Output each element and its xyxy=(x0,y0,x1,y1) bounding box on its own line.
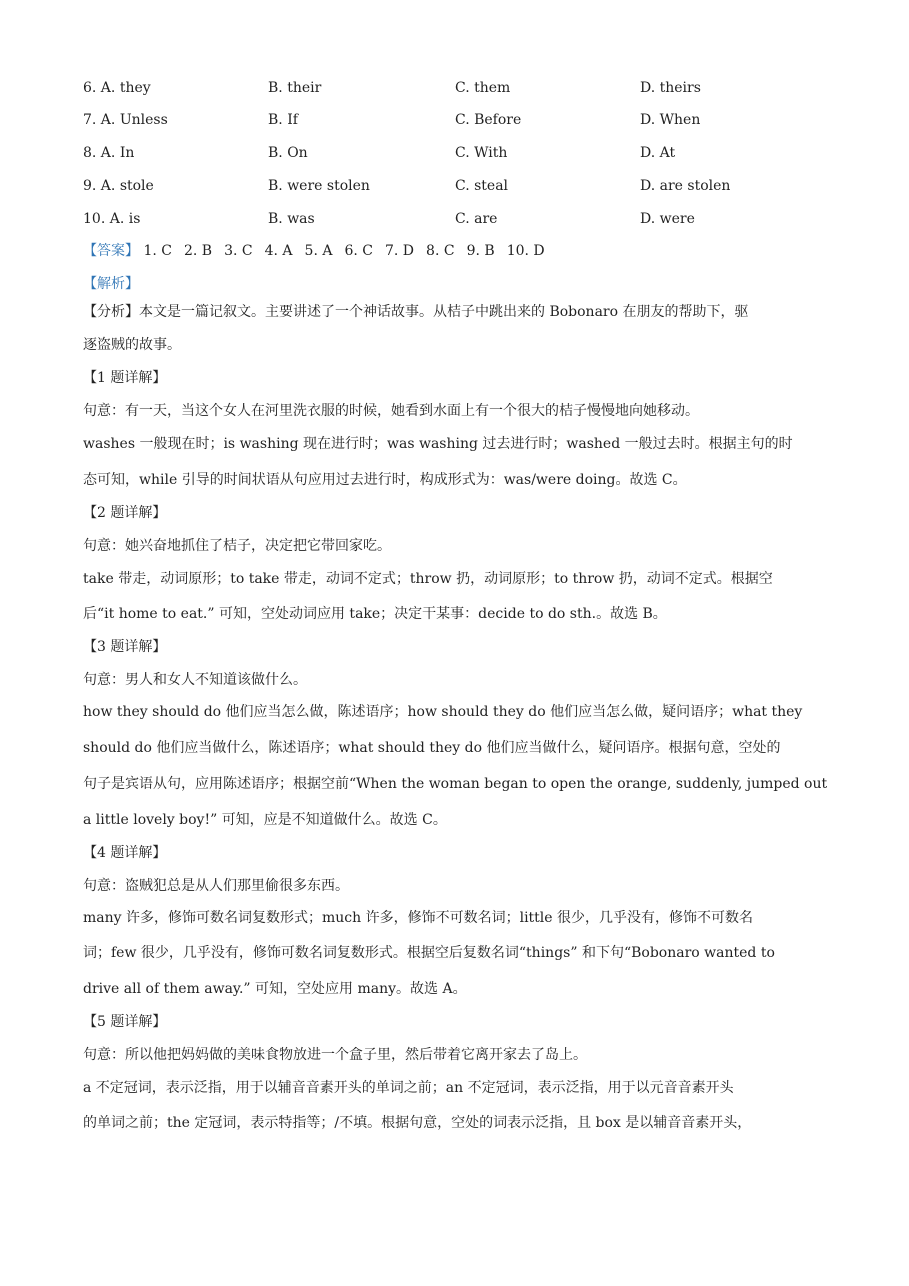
option-a: 10. A. is xyxy=(83,211,141,227)
answer-item: 3. C xyxy=(224,243,253,259)
text-line: 后“it home to eat.” 可知，空处动词应用 take；决定干某事：decide to do sth.。故选 B。 xyxy=(83,606,667,622)
section-heading: 【4 题详解】 xyxy=(83,845,167,861)
text-line: 句意：男人和女人不知道该做什么。 xyxy=(83,672,307,688)
answer-item: 2. B xyxy=(183,243,213,259)
option-b: B. their xyxy=(268,80,322,96)
option-row xyxy=(83,110,843,130)
option-b: B. On xyxy=(268,145,308,161)
option-row xyxy=(83,143,843,163)
option-a: 8. A. In xyxy=(83,145,135,161)
answer-item: 7. D xyxy=(385,243,415,259)
analysis-label: 【解析】 xyxy=(83,276,139,292)
option-row xyxy=(83,176,843,196)
answer-item: 4. A xyxy=(264,243,293,259)
answer-item: 9. B xyxy=(466,243,495,259)
text-line: drive all of them away.” 可知，空处应用 many。故选 A。 xyxy=(83,981,467,997)
text-line: 句子是宾语从句，应用陈述语序；根据空前“When the woman began to open the orange, suddenly, jumped out xyxy=(83,776,828,792)
text-line: 态可知，while 引导的时间状语从句应用过去进行时，构成形式为：was/were doing。故选 C。 xyxy=(83,472,687,488)
text-line: 句意：所以他把妈妈做的美味食物放进一个盒子里，然后带着它离开家去了岛上。 xyxy=(83,1047,587,1063)
text-line: 词；few 很少，几乎没有，修饰可数名词复数形式。根据空后复数名词“things” 和下句“Bobonaro wanted to xyxy=(83,945,775,961)
section-heading: 【3 题详解】 xyxy=(83,639,167,655)
text-line: washes 一般现在时；is washing 现在进行时；was washing 过去进行时；washed 一般过去时。根据主句的时 xyxy=(83,436,793,452)
option-b: B. If xyxy=(268,112,298,128)
option-row xyxy=(83,209,843,229)
option-c: C. them xyxy=(455,80,511,96)
option-c: C. With xyxy=(455,145,508,161)
text-line: take 带走，动词原形；to take 带走，动词不定式；throw 扔，动词原形；to throw 扔，动词不定式。根据空 xyxy=(83,571,773,587)
section-heading: 【5 题详解】 xyxy=(83,1014,167,1030)
option-c: C. are xyxy=(455,211,498,227)
answer-list xyxy=(143,243,556,259)
option-d: D. At xyxy=(640,145,676,161)
text-line: 句意：她兴奋地抓住了桔子，决定把它带回家吃。 xyxy=(83,538,391,554)
text-line: many 许多，修饰可数名词复数形式；much 许多，修饰不可数名词；little 很少，几乎没有，修饰不可数名 xyxy=(83,910,754,926)
text-line: should do 他们应当做什么，陈述语序；what should they do 他们应当做什么，疑问语序。根据句意，空处的 xyxy=(83,740,781,756)
answer-row xyxy=(83,240,557,262)
option-a: 9. A. stole xyxy=(83,178,154,194)
option-c: C. steal xyxy=(455,178,509,194)
section-heading: 【分析】本文是一篇记叙文。主要讲述了一个神话故事。从桔子中跳出来的 Bobonaro 在朋友的帮助下，驱 xyxy=(83,304,749,320)
text-line: how they should do 他们应当怎么做，陈述语序；how should they do 他们应当怎么做，疑问语序；what they xyxy=(83,704,803,720)
text-line: 句意：有一天，当这个女人在河里洗衣服的时候，她看到水面上有一个很大的桔子慢慢地向她移动。 xyxy=(83,403,699,419)
section-heading: 【2 题详解】 xyxy=(83,505,167,521)
answer-item: 10. D xyxy=(506,243,545,259)
answer-item: 1. C xyxy=(143,243,172,259)
option-a: 6. A. they xyxy=(83,80,151,96)
option-b: B. were stolen xyxy=(268,178,370,194)
option-b: B. was xyxy=(268,211,315,227)
text-line: a little lovely boy!” 可知，应是不知道做什么。故选 C。 xyxy=(83,812,447,828)
section-heading: 【1 题详解】 xyxy=(83,370,167,386)
text-line: 的单词之前；the 定冠词，表示特指等；/不填。根据句意，空处的词表示泛指，且 box 是以辅音音素开头， xyxy=(83,1115,752,1131)
answer-item: 5. A xyxy=(304,243,333,259)
text-line: a 不定冠词，表示泛指，用于以辅音音素开头的单词之前；an 不定冠词，表示泛指，用于以元音音素开头 xyxy=(83,1080,734,1096)
option-d: D. were xyxy=(640,211,695,227)
option-d: D. theirs xyxy=(640,80,701,96)
option-d: D. When xyxy=(640,112,701,128)
option-d: D. are stolen xyxy=(640,178,731,194)
option-c: C. Before xyxy=(455,112,522,128)
answer-item: 8. C xyxy=(426,243,455,259)
answer-item: 6. C xyxy=(344,243,373,259)
text-line: 逐盗贼的故事。 xyxy=(83,337,181,353)
text-line: 句意：盗贼犯总是从人们那里偷很多东西。 xyxy=(83,878,349,894)
option-row xyxy=(83,78,843,98)
option-a: 7. A. Unless xyxy=(83,112,168,128)
answer-label: 【答案】 xyxy=(83,243,139,259)
